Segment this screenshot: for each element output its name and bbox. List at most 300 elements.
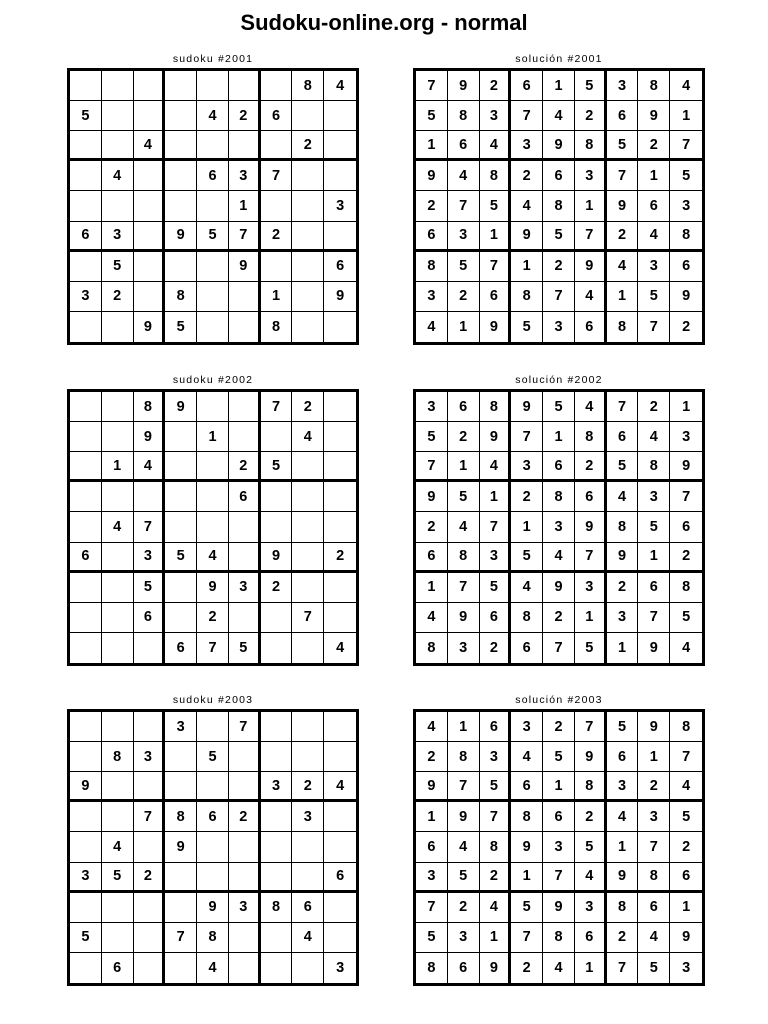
sudoku-grid bbox=[67, 709, 359, 986]
grid-cell: 4 bbox=[607, 802, 639, 832]
grid-cell: 5 bbox=[511, 543, 543, 573]
grid-cell bbox=[70, 482, 102, 512]
grid-cell: 3 bbox=[70, 863, 102, 893]
grid-cell: 4 bbox=[480, 893, 512, 923]
grid-cell: 8 bbox=[638, 863, 670, 893]
grid-cell bbox=[197, 482, 229, 512]
grid-cell: 3 bbox=[638, 482, 670, 512]
grid-cell: 6 bbox=[416, 222, 448, 252]
grid-cell: 8 bbox=[416, 252, 448, 282]
grid-cell: 5 bbox=[102, 863, 134, 893]
grid-cell: 5 bbox=[543, 742, 575, 772]
grid-cell: 8 bbox=[165, 282, 197, 312]
grid-cell: 6 bbox=[165, 633, 197, 663]
grid-cell: 6 bbox=[324, 252, 356, 282]
grid-cell: 3 bbox=[261, 772, 293, 802]
grid-cell: 8 bbox=[607, 512, 639, 542]
grid-cell bbox=[229, 603, 261, 633]
grid-cell bbox=[324, 222, 356, 252]
grid-cell: 4 bbox=[670, 71, 702, 101]
grid-cell: 7 bbox=[134, 512, 166, 542]
grid-cell bbox=[229, 923, 261, 953]
grid-cell bbox=[324, 131, 356, 161]
grid-cell bbox=[292, 191, 324, 221]
grid-cell: 3 bbox=[543, 832, 575, 862]
grid-cell: 4 bbox=[543, 101, 575, 131]
grid-cell: 4 bbox=[292, 422, 324, 452]
puzzle-block-2001 bbox=[67, 52, 359, 345]
grid-cell bbox=[261, 802, 293, 832]
grid-cell bbox=[165, 452, 197, 482]
grid-cell: 7 bbox=[607, 161, 639, 191]
grid-cell bbox=[261, 742, 293, 772]
grid-cell: 5 bbox=[607, 452, 639, 482]
grid-cell bbox=[292, 633, 324, 663]
grid-cell bbox=[261, 953, 293, 983]
grid-cell bbox=[165, 131, 197, 161]
grid-cell bbox=[324, 312, 356, 342]
grid-cell: 3 bbox=[511, 712, 543, 742]
grid-cell: 8 bbox=[261, 893, 293, 923]
grid-cell: 5 bbox=[575, 71, 607, 101]
grid-cell: 2 bbox=[543, 712, 575, 742]
grid-cell: 2 bbox=[607, 923, 639, 953]
grid-cell: 4 bbox=[336, 639, 345, 656]
grid-cell bbox=[102, 482, 134, 512]
grid-cell: 1 bbox=[261, 282, 293, 312]
grid-cell bbox=[102, 923, 134, 953]
grid-cell: 2 bbox=[292, 772, 324, 802]
grid-cell: 7 bbox=[416, 893, 448, 923]
grid-cell bbox=[134, 712, 166, 742]
grid-cell: 9 bbox=[543, 573, 575, 603]
grid-cell: 7 bbox=[607, 392, 639, 422]
grid-cell: 1 bbox=[416, 131, 448, 161]
grid-cell: 9 bbox=[670, 923, 702, 953]
grid-cell bbox=[70, 452, 102, 482]
grid-cell: 3 bbox=[134, 742, 166, 772]
grid-cell bbox=[324, 712, 356, 742]
grid-cell: 6 bbox=[543, 802, 575, 832]
grid-cell: 9 bbox=[480, 953, 512, 983]
grid-cell: 6 bbox=[197, 161, 229, 191]
grid-cell bbox=[70, 252, 102, 282]
grid-cell bbox=[197, 71, 229, 101]
grid-cell bbox=[102, 772, 134, 802]
grid-cell: 6 bbox=[607, 742, 639, 772]
grid-cell: 6 bbox=[670, 512, 702, 542]
grid-cell: 6 bbox=[416, 543, 448, 573]
grid-cell: 9 bbox=[134, 422, 166, 452]
grid-cell bbox=[70, 742, 102, 772]
grid-cell: 8 bbox=[670, 222, 702, 252]
grid-cell: 5 bbox=[448, 863, 480, 893]
solution-grid bbox=[413, 68, 705, 345]
grid-cell: 2 bbox=[134, 863, 166, 893]
grid-cell: 1 bbox=[543, 772, 575, 802]
grid-cell: 5 bbox=[575, 633, 607, 663]
grid-cell bbox=[292, 252, 324, 282]
grid-cell bbox=[261, 252, 293, 282]
grid-cell bbox=[197, 863, 229, 893]
grid-cell bbox=[134, 282, 166, 312]
grid-cell: 7 bbox=[448, 191, 480, 221]
grid-cell: 5 bbox=[165, 312, 197, 342]
grid-cell bbox=[165, 953, 197, 983]
grid-cell: 9 bbox=[607, 191, 639, 221]
grid-cell: 9 bbox=[416, 482, 448, 512]
grid-cell: 4 bbox=[480, 131, 512, 161]
grid-cell: 9 bbox=[575, 512, 607, 542]
grid-cell: 7 bbox=[229, 712, 261, 742]
grid-cell: 1 bbox=[575, 603, 607, 633]
grid-cell bbox=[261, 71, 293, 101]
grid-cell bbox=[102, 573, 134, 603]
grid-cell: 1 bbox=[607, 282, 639, 312]
grid-cell: 4 bbox=[134, 452, 166, 482]
grid-cell: 2 bbox=[543, 252, 575, 282]
grid-cell: 2 bbox=[261, 222, 293, 252]
sudoku-grid bbox=[67, 68, 359, 345]
grid-cell: 9 bbox=[229, 252, 261, 282]
grid-cell: 9 bbox=[70, 772, 102, 802]
grid-cell: 1 bbox=[575, 191, 607, 221]
grid-cell bbox=[165, 772, 197, 802]
grid-cell bbox=[229, 512, 261, 542]
grid-cell: 4 bbox=[448, 161, 480, 191]
grid-cell: 4 bbox=[480, 452, 512, 482]
grid-cell bbox=[165, 893, 197, 923]
grid-cell: 2 bbox=[511, 482, 543, 512]
grid-cell: 4 bbox=[575, 282, 607, 312]
grid-cell: 3 bbox=[416, 863, 448, 893]
grid-cell: 1 bbox=[670, 392, 702, 422]
grid-cell bbox=[324, 422, 356, 452]
grid-cell: 5 bbox=[543, 392, 575, 422]
grid-cell: 6 bbox=[670, 252, 702, 282]
puzzle-label: sudoku #2003 bbox=[172, 694, 254, 706]
grid-cell: 4 bbox=[324, 71, 356, 101]
solution-label: solución #2002 bbox=[515, 374, 603, 386]
grid-cell bbox=[229, 392, 261, 422]
grid-cell: 8 bbox=[416, 633, 448, 663]
grid-cell: 6 bbox=[324, 863, 356, 893]
grid-cell bbox=[134, 252, 166, 282]
grid-cell: 9 bbox=[197, 573, 229, 603]
grid-cell bbox=[324, 101, 356, 131]
sudoku-grid bbox=[67, 389, 359, 666]
grid-cell: 3 bbox=[229, 573, 261, 603]
grid-cell: 2 bbox=[448, 282, 480, 312]
grid-cell: 8 bbox=[670, 712, 702, 742]
grid-cell: 2 bbox=[292, 131, 324, 161]
grid-cell: 7 bbox=[638, 603, 670, 633]
grid-cell bbox=[165, 161, 197, 191]
grid-cell: 9 bbox=[165, 392, 197, 422]
grid-cell: 2 bbox=[575, 802, 607, 832]
grid-cell bbox=[134, 772, 166, 802]
grid-cell: 1 bbox=[480, 482, 512, 512]
grid-cell: 7 bbox=[543, 633, 575, 663]
grid-cell: 7 bbox=[480, 802, 512, 832]
grid-cell: 7 bbox=[261, 392, 293, 422]
grid-cell: 4 bbox=[197, 101, 229, 131]
grid-cell bbox=[261, 863, 293, 893]
grid-cell: 2 bbox=[638, 392, 670, 422]
grid-cell: 1 bbox=[638, 742, 670, 772]
grid-cell bbox=[102, 543, 134, 573]
grid-cell bbox=[324, 893, 356, 923]
grid-cell bbox=[292, 512, 324, 542]
grid-cell: 4 bbox=[607, 252, 639, 282]
grid-cell: 4 bbox=[638, 222, 670, 252]
grid-cell bbox=[324, 452, 356, 482]
grid-cell bbox=[102, 893, 134, 923]
grid-cell: 2 bbox=[448, 893, 480, 923]
grid-cell: 9 bbox=[511, 392, 543, 422]
grid-cell: 2 bbox=[197, 603, 229, 633]
grid-cell: 1 bbox=[480, 923, 512, 953]
grid-cell: 8 bbox=[543, 923, 575, 953]
grid-cell: 2 bbox=[292, 392, 324, 422]
grid-cell bbox=[134, 893, 166, 923]
grid-cell: 9 bbox=[480, 312, 512, 342]
grid-cell: 9 bbox=[638, 712, 670, 742]
grid-cell bbox=[261, 923, 293, 953]
grid-cell bbox=[134, 191, 166, 221]
grid-cell: 8 bbox=[575, 131, 607, 161]
grid-cell: 3 bbox=[575, 161, 607, 191]
grid-cell: 3 bbox=[292, 802, 324, 832]
grid-cell: 5 bbox=[102, 252, 134, 282]
grid-cell: 5 bbox=[261, 452, 293, 482]
grid-cell: 6 bbox=[229, 482, 261, 512]
grid-cell: 8 bbox=[511, 802, 543, 832]
grid-cell bbox=[197, 312, 229, 342]
grid-cell: 9 bbox=[543, 131, 575, 161]
grid-cell: 4 bbox=[543, 543, 575, 573]
grid-cell bbox=[165, 71, 197, 101]
grid-cell bbox=[197, 282, 229, 312]
grid-cell: 2 bbox=[670, 832, 702, 862]
grid-cell bbox=[70, 71, 102, 101]
grid-cell: 5 bbox=[416, 101, 448, 131]
grid-cell: 3 bbox=[448, 222, 480, 252]
grid-cell bbox=[324, 392, 356, 422]
grid-cell: 6 bbox=[638, 191, 670, 221]
puzzle-block-2002 bbox=[67, 373, 359, 666]
grid-cell: 4 bbox=[638, 422, 670, 452]
grid-cell: 9 bbox=[607, 543, 639, 573]
grid-cell: 4 bbox=[292, 923, 324, 953]
grid-cell bbox=[165, 742, 197, 772]
grid-cell bbox=[261, 633, 293, 663]
grid-cell: 1 bbox=[638, 161, 670, 191]
grid-cell bbox=[292, 161, 324, 191]
grid-cell bbox=[324, 923, 356, 953]
grid-cell: 7 bbox=[543, 282, 575, 312]
grid-cell: 1 bbox=[416, 573, 448, 603]
grid-cell: 8 bbox=[511, 282, 543, 312]
grid-cell: 3 bbox=[543, 512, 575, 542]
grid-cell: 7 bbox=[292, 603, 324, 633]
grid-cell bbox=[324, 802, 356, 832]
grid-cell: 7 bbox=[165, 923, 197, 953]
grid-cell bbox=[229, 772, 261, 802]
grid-cell: 4 bbox=[102, 161, 134, 191]
grid-cell bbox=[197, 252, 229, 282]
grid-cell bbox=[261, 482, 293, 512]
grid-cell bbox=[324, 482, 356, 512]
grid-cell: 3 bbox=[102, 222, 134, 252]
grid-cell bbox=[229, 422, 261, 452]
grid-cell bbox=[292, 863, 324, 893]
puzzle-label: sudoku #2002 bbox=[172, 374, 254, 386]
grid-cell: 8 bbox=[448, 742, 480, 772]
grid-cell: 5 bbox=[670, 161, 702, 191]
grid-cell bbox=[102, 131, 134, 161]
grid-cell bbox=[292, 712, 324, 742]
grid-cell bbox=[102, 603, 134, 633]
grid-cell: 6 bbox=[416, 832, 448, 862]
grid-cell: 9 bbox=[670, 452, 702, 482]
grid-cell: 4 bbox=[134, 131, 166, 161]
grid-cell bbox=[70, 573, 102, 603]
grid-cell: 3 bbox=[638, 802, 670, 832]
grid-cell bbox=[292, 573, 324, 603]
grid-cell: 9 bbox=[448, 71, 480, 101]
grid-cell: 9 bbox=[638, 101, 670, 131]
grid-cell: 6 bbox=[638, 573, 670, 603]
grid-cell: 6 bbox=[607, 101, 639, 131]
grid-cell bbox=[261, 512, 293, 542]
grid-cell: 9 bbox=[165, 832, 197, 862]
grid-cell: 5 bbox=[670, 802, 702, 832]
grid-cell: 8 bbox=[638, 452, 670, 482]
grid-cell: 5 bbox=[638, 282, 670, 312]
grid-cell: 5 bbox=[134, 573, 166, 603]
grid-cell: 8 bbox=[638, 71, 670, 101]
grid-cell: 6 bbox=[511, 633, 543, 663]
grid-cell: 5 bbox=[197, 742, 229, 772]
grid-cell: 6 bbox=[480, 282, 512, 312]
grid-cell: 9 bbox=[324, 282, 356, 312]
grid-cell bbox=[134, 161, 166, 191]
grid-cell bbox=[70, 802, 102, 832]
solution-block-2002 bbox=[413, 373, 705, 666]
grid-cell: 6 bbox=[134, 603, 166, 633]
grid-cell: 2 bbox=[670, 543, 702, 573]
grid-cell: 1 bbox=[511, 252, 543, 282]
grid-cell: 6 bbox=[197, 802, 229, 832]
grid-cell bbox=[70, 191, 102, 221]
grid-cell bbox=[229, 863, 261, 893]
grid-cell: 5 bbox=[575, 832, 607, 862]
grid-cell bbox=[229, 832, 261, 862]
grid-cell: 6 bbox=[70, 222, 102, 252]
grid-cell: 9 bbox=[543, 893, 575, 923]
grid-cell: 1 bbox=[229, 191, 261, 221]
grid-cell bbox=[324, 573, 356, 603]
grid-cell: 4 bbox=[511, 573, 543, 603]
grid-cell: 4 bbox=[102, 512, 134, 542]
grid-cell: 2 bbox=[480, 71, 512, 101]
grid-cell: 5 bbox=[480, 772, 512, 802]
grid-cell bbox=[292, 282, 324, 312]
grid-cell: 2 bbox=[575, 101, 607, 131]
grid-cell: 8 bbox=[480, 161, 512, 191]
grid-cell bbox=[102, 191, 134, 221]
grid-cell: 1 bbox=[416, 802, 448, 832]
solution-block-2003 bbox=[413, 693, 705, 986]
grid-cell: 4 bbox=[416, 712, 448, 742]
grid-cell bbox=[229, 282, 261, 312]
grid-cell: 7 bbox=[511, 422, 543, 452]
grid-cell bbox=[70, 832, 102, 862]
grid-cell: 9 bbox=[480, 422, 512, 452]
grid-cell bbox=[70, 712, 102, 742]
grid-cell bbox=[102, 312, 134, 342]
grid-cell bbox=[102, 712, 134, 742]
grid-cell: 6 bbox=[638, 893, 670, 923]
grid-cell: 5 bbox=[448, 482, 480, 512]
grid-cell: 2 bbox=[229, 101, 261, 131]
grid-cell: 8 bbox=[448, 543, 480, 573]
grid-cell: 1 bbox=[448, 312, 480, 342]
grid-cell bbox=[70, 953, 102, 983]
grid-cell: 5 bbox=[416, 422, 448, 452]
grid-cell: 5 bbox=[607, 131, 639, 161]
grid-cell: 2 bbox=[607, 573, 639, 603]
grid-cell: 1 bbox=[448, 712, 480, 742]
grid-cell bbox=[134, 222, 166, 252]
grid-cell bbox=[324, 603, 356, 633]
grid-cell: 1 bbox=[607, 832, 639, 862]
grid-cell: 9 bbox=[670, 282, 702, 312]
grid-cell: 8 bbox=[607, 312, 639, 342]
grid-cell: 4 bbox=[543, 953, 575, 983]
grid-cell: 6 bbox=[102, 953, 134, 983]
grid-cell bbox=[292, 452, 324, 482]
grid-cell: 8 bbox=[670, 573, 702, 603]
grid-cell: 6 bbox=[70, 543, 102, 573]
grid-cell: 5 bbox=[638, 953, 670, 983]
grid-cell bbox=[70, 603, 102, 633]
grid-cell: 7 bbox=[448, 772, 480, 802]
grid-cell: 7 bbox=[670, 131, 702, 161]
grid-cell bbox=[165, 573, 197, 603]
grid-cell: 1 bbox=[638, 543, 670, 573]
grid-cell: 4 bbox=[511, 191, 543, 221]
grid-cell bbox=[165, 422, 197, 452]
grid-cell: 4 bbox=[324, 772, 356, 802]
grid-cell: 4 bbox=[575, 392, 607, 422]
grid-cell bbox=[70, 161, 102, 191]
grid-cell: 2 bbox=[607, 222, 639, 252]
grid-cell: 5 bbox=[480, 573, 512, 603]
grid-cell: 7 bbox=[261, 161, 293, 191]
grid-cell: 8 bbox=[480, 832, 512, 862]
grid-cell bbox=[102, 633, 134, 663]
grid-cell bbox=[261, 712, 293, 742]
grid-cell bbox=[165, 252, 197, 282]
grid-cell bbox=[70, 512, 102, 542]
grid-cell bbox=[165, 101, 197, 131]
grid-cell: 5 bbox=[638, 512, 670, 542]
grid-cell bbox=[261, 603, 293, 633]
grid-cell bbox=[197, 832, 229, 862]
grid-cell: 9 bbox=[261, 543, 293, 573]
